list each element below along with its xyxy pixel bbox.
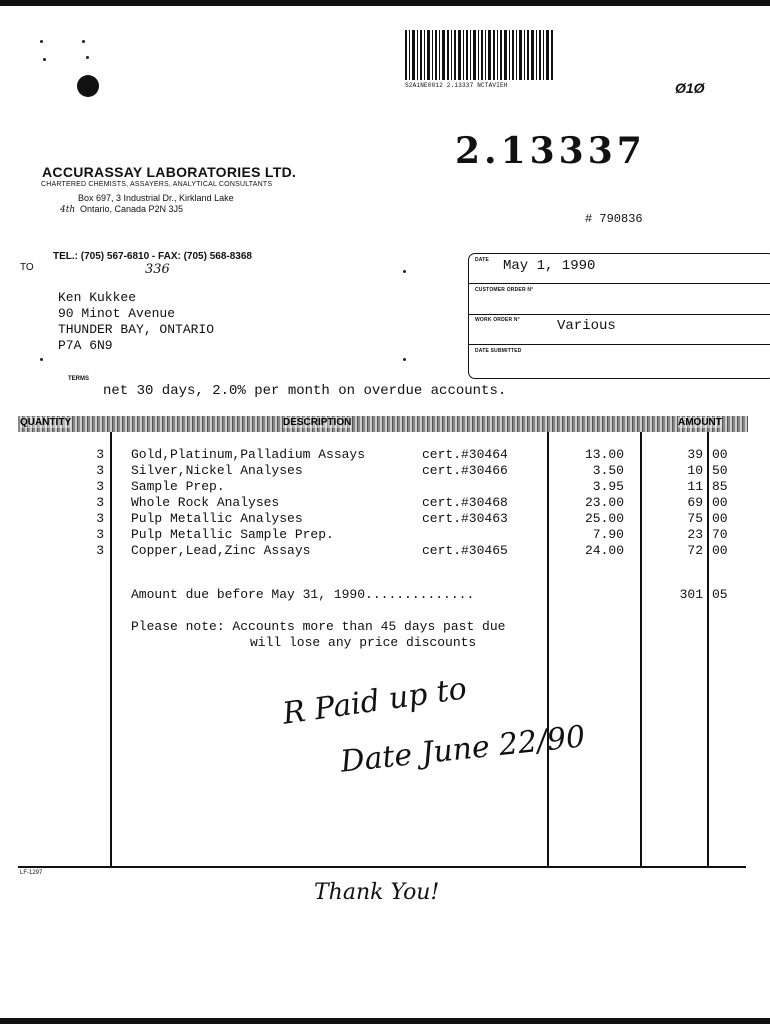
item-qty: 3: [96, 543, 104, 558]
to-label: TO: [20, 262, 34, 273]
item-amount-cents: 00: [712, 543, 728, 558]
item-amount-cents: 85: [712, 479, 728, 494]
date-value: May 1, 1990: [503, 258, 596, 274]
item-cert: cert.#30464: [422, 447, 508, 462]
item-unit-price: 3.95: [592, 479, 624, 494]
item-cert: cert.#30466: [422, 463, 508, 478]
top-border: [0, 0, 770, 6]
customer-order-label: CUSTOMER ORDER N°: [475, 287, 534, 293]
terms-text: net 30 days, 2.0% per month on overdue accounts.: [103, 383, 507, 399]
speck: [40, 358, 43, 361]
customer-name: Ken Kukkee: [58, 290, 137, 305]
company-subtitle: CHARTERED CHEMISTS, ASSAYERS, ANALYTICAL CONSULTANTS: [41, 181, 273, 188]
speck: [40, 40, 43, 43]
item-amount-cents: 00: [712, 511, 728, 526]
table-row: [0, 495, 770, 511]
item-amount-dollars: 11: [687, 479, 703, 494]
table-row: [0, 463, 770, 479]
item-description: Pulp Metallic Analyses: [131, 511, 303, 526]
table-row: [0, 479, 770, 495]
item-unit-price: 7.90: [592, 527, 624, 542]
speck: [403, 358, 406, 361]
item-unit-price: 23.00: [584, 495, 624, 510]
item-amount-dollars: 39: [687, 447, 703, 462]
item-cert: cert.#30463: [422, 511, 508, 526]
amount-due-row: [0, 587, 770, 603]
speck: [403, 270, 406, 273]
form-code: LF-1297: [20, 870, 43, 876]
company-address-line2: Ontario, Canada P2N 3J5: [80, 204, 184, 214]
header-amount: AMOUNT: [678, 417, 722, 428]
handwritten-note: 336: [145, 262, 170, 277]
date-row: [469, 254, 770, 284]
invoice-number: 2.13337: [455, 130, 646, 172]
item-qty: 3: [96, 447, 104, 462]
work-order-label: WORK ORDER N°: [475, 317, 520, 323]
handwritten-paid-line1: R Paid up to: [280, 671, 469, 732]
item-cert: cert.#30465: [422, 543, 508, 558]
customer-address: [58, 290, 214, 354]
work-order-value: Various: [557, 318, 616, 334]
amount-due-cents: 05: [712, 587, 728, 602]
item-qty: 3: [96, 479, 104, 494]
item-description: Sample Prep.: [131, 479, 225, 494]
speck: [43, 58, 46, 61]
customer-order-row: [469, 284, 770, 315]
item-amount-cents: 00: [712, 447, 728, 462]
company-name: ACCURASSAY LABORATORIES LTD.: [42, 164, 297, 180]
barcode-image: [405, 30, 555, 80]
serial-number: # 790836: [585, 212, 643, 226]
item-amount-dollars: 23: [687, 527, 703, 542]
customer-postal: P7A 6N9: [58, 338, 113, 353]
table-row: [0, 447, 770, 463]
item-amount-cents: 00: [712, 495, 728, 510]
item-description: Pulp Metallic Sample Prep.: [131, 527, 334, 542]
item-cert: cert.#30468: [422, 495, 508, 510]
order-info-box: [468, 253, 770, 379]
item-unit-price: 25.00: [584, 511, 624, 526]
document-number: Ø1Ø: [675, 80, 705, 96]
item-unit-price: 3.50: [592, 463, 624, 478]
speck: [82, 40, 85, 43]
header-description: DESCRIPTION: [283, 417, 352, 428]
note-line2: will lose any price discounts: [250, 635, 477, 650]
note-line1: Please note: Accounts more than 45 days past due: [131, 619, 506, 634]
header-quantity: QUANTITY: [20, 417, 72, 428]
customer-street: 90 Minot Avenue: [58, 306, 176, 321]
item-description: Whole Rock Analyses: [131, 495, 280, 510]
address-handwritten-mark: 4th: [60, 205, 76, 215]
item-qty: 3: [96, 527, 104, 542]
item-amount-dollars: 72: [687, 543, 703, 558]
table-row: [0, 543, 770, 559]
table-bottom-line: [18, 866, 746, 868]
item-amount-dollars: 75: [687, 511, 703, 526]
thank-you: Thank You!: [314, 880, 440, 905]
handwritten-paid-line2: Date June 22/90: [338, 719, 587, 780]
item-description: Gold,Platinum,Palladium Assays: [131, 447, 366, 462]
item-description: Copper,Lead,Zinc Assays: [131, 543, 311, 558]
punch-hole: [77, 75, 99, 97]
amount-due-dollars: 301: [679, 587, 703, 602]
date-submitted-label: DATE SUBMITTED: [475, 348, 522, 354]
terms-label: TERMS: [68, 376, 89, 382]
item-qty: 3: [96, 463, 104, 478]
item-qty: 3: [96, 495, 104, 510]
table-row: [0, 511, 770, 527]
amount-due-label: Amount due before May 31, 1990..............: [131, 587, 475, 602]
bottom-border: [0, 1018, 770, 1024]
item-amount-cents: 70: [712, 527, 728, 542]
customer-city: THUNDER BAY, ONTARIO: [58, 322, 215, 337]
item-amount-dollars: 69: [687, 495, 703, 510]
item-amount-cents: 50: [712, 463, 728, 478]
company-address-line1: Box 697, 3 Industrial Dr., Kirkland Lake: [78, 193, 234, 203]
table-header: [18, 416, 748, 432]
barcode-text: S2A1NE0012 2.13337 NCTAVIEH: [405, 82, 508, 89]
item-unit-price: 24.00: [584, 543, 624, 558]
table-row: [0, 527, 770, 543]
speck: [86, 56, 89, 59]
item-unit-price: 13.00: [584, 447, 624, 462]
work-order-row: [469, 316, 770, 345]
item-amount-dollars: 10: [687, 463, 703, 478]
date-label: DATE: [475, 257, 490, 263]
company-phone-fax: TEL.: (705) 567-6810 - FAX: (705) 568-8368: [53, 251, 252, 262]
item-description: Silver,Nickel Analyses: [131, 463, 303, 478]
item-qty: 3: [96, 511, 104, 526]
